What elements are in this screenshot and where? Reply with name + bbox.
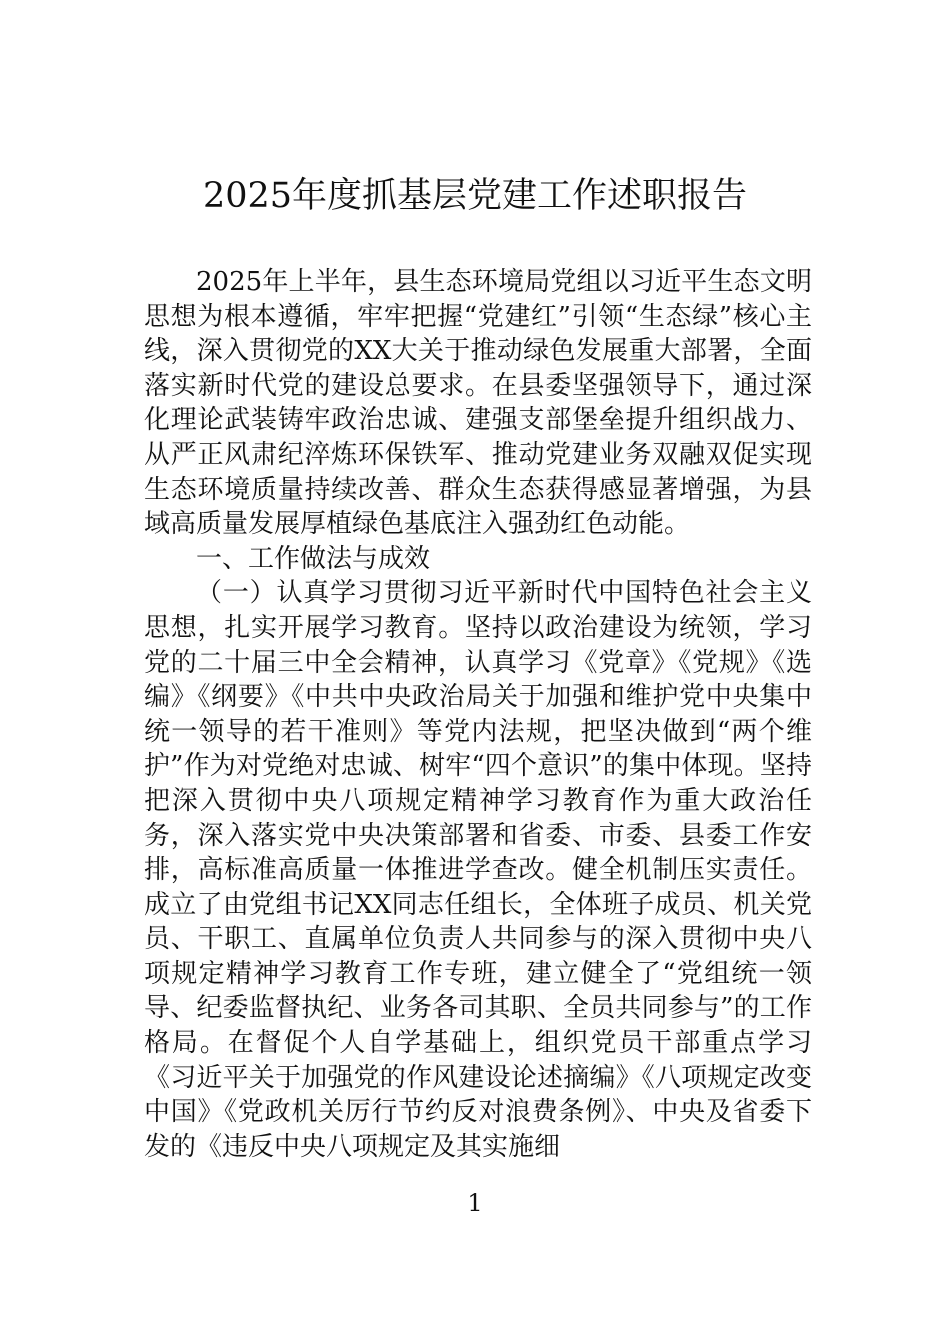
page-number: 1 <box>467 1189 483 1217</box>
subsection-paragraph: （一）认真学习贯彻习近平新时代中国特色社会主义思想，扎实开展学习教育。坚持以政治建设为统领，学习党的二十届三中全会精神，认真学习《党章》《党规》《选编》《纲要》《中共中央政治局关于加强和维护党中央集中统一领导的若干准则》等党内法规，把坚决做到“两个维护”作为对党绝对忠诚、树牢“四个意识”的集中体现。坚持把深入贯彻中央八项规定精神学习教育作为重大政治任务，深入落实党中央决策部署和省委、市委、县委工作安排，高标准高质量一体推进学查改。健全机制压实责任。成立了由党组书记XX同志任组长，全体班子成员、机关党员、干职工、直属单位负责人共同参与的深入贯彻中央八项规定精神学习教育工作专班，建立健全了“党组统一领导、纪委监督执纪、业务各司其职、全员共同参与”的工作格局。在督促个人自学基础上，组织党员干部重点学习《习近平关于加强党的作风建设论述摘编》《八项规定改变中国》《党政机关厉行节约反对浪费条例》、中央及省委下发的《违反中央八项规定及其实施细 <box>144 578 812 1162</box>
document-title: 2025年度抓基层党建工作述职报告 <box>202 176 748 216</box>
document-body <box>144 265 812 1164</box>
section-heading: 一、工作做法与成效 <box>196 543 431 574</box>
intro-paragraph: 2025年上半年，县生态环境局党组以习近平生态文明思想为根本遵循，牢牢把握“党建红”引领“生态绿”核心主线，深入贯彻党的XX大关于推动绿色发展重大部署，全面落实新时代党的建设总要求。在县委坚强领导下，通过深化理论武装铸牢政治忠诚、建强支部堡垒提升组织战力、从严正风肃纪淬炼环保铁军、推动党建业务双融双促实现生态环境质量持续改善、群众生态获得感显著增强，为县域高质量发展厚植绿色基底注入强劲红色动能。 <box>144 267 812 540</box>
